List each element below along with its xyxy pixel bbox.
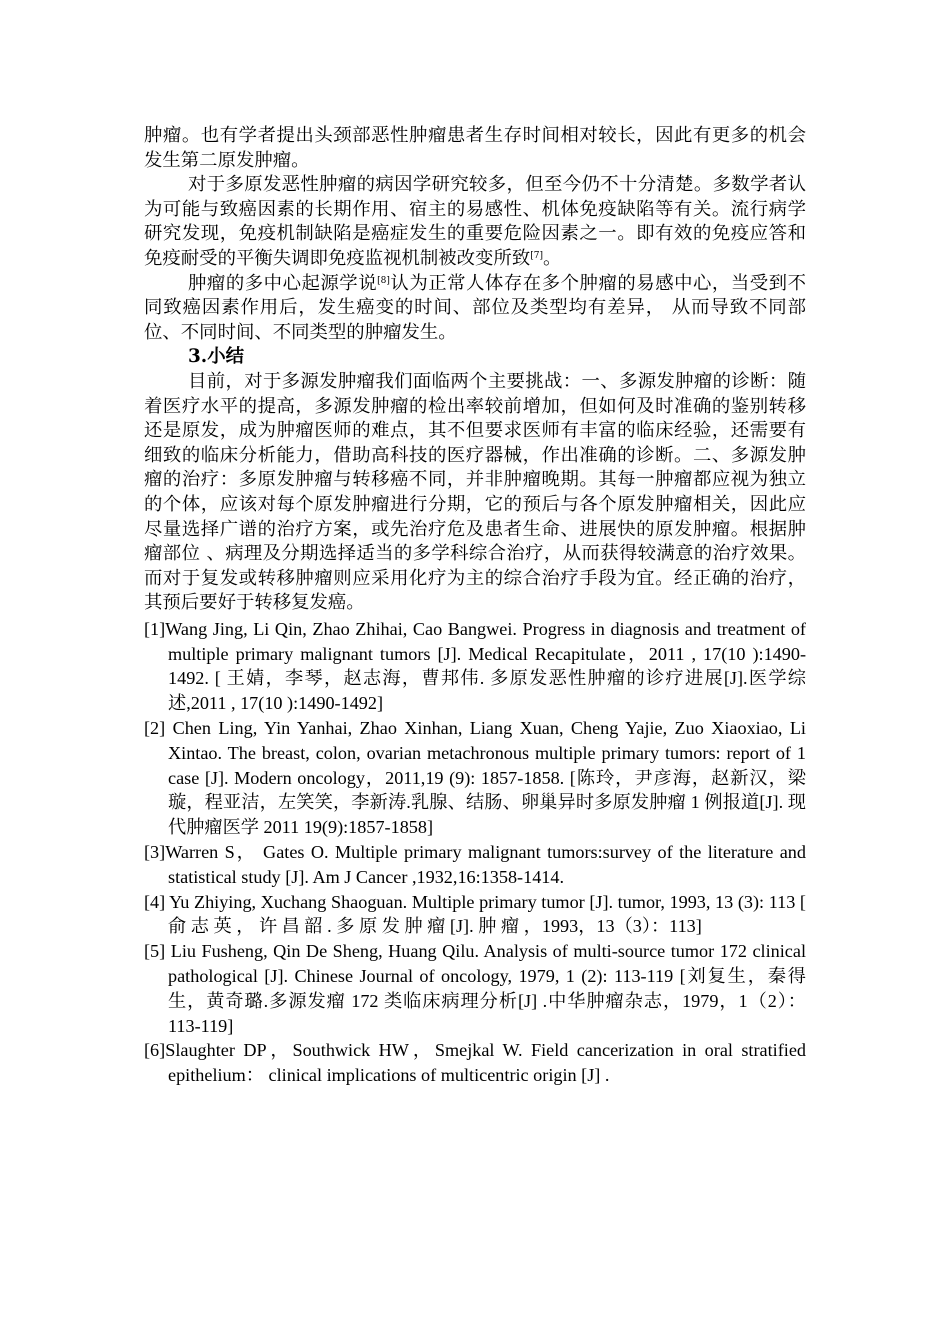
- reference-item-4: [4] Yu Zhiying, Xuchang Shaoguan. Multiple primary tumor [J]. tumor, 1993, 13 (3): 113 [ 俞 志 英 ， 许 昌 韶 . 多 原 发 肿 瘤 [J]. 肿 瘤 ，1993，13（3）：113]: [144, 891, 806, 937]
- reference-item-2: [2] Chen Ling, Yin Yanhai, Zhao Xinhan, Liang Xuan, Cheng Yajie, Zuo Xiaoxiao, Li Xintao. The breast, colon, ovarian metachronous multiple primary tumors: report of 1 case [J]. Modern oncology，2011,19 (9): 1857-1858. [陈玲，尹彦海，赵新汉，梁璇，程亚洁，左笑笑，李新涛.乳腺、结肠、卵巢异时多原发肿瘤 1 例报道[J]. 现代肿瘤医学 2011 19(9):1857-1858]: [144, 718, 806, 838]
- reference-item-5: [5] Liu Fusheng, Qin De Sheng, Huang Qilu. Analysis of multi-source tumor 172 clinical pathological [J]. Chinese Journal of oncology, 1979, 1 (2): 113-119 [刘复生，秦得生，黄奇璐.多源发瘤 172 类临床病理分析[J] .中华肿瘤杂志，1979，1（2）：113-119]: [144, 941, 806, 1036]
- section-heading: 3.小结: [188, 346, 244, 368]
- citation-8: [8]: [377, 275, 390, 286]
- paragraph-3-start: 肿瘤的多中心起源学说: [188, 272, 378, 294]
- paragraph-3: [144, 272, 806, 346]
- citation-7: [7]: [530, 250, 543, 261]
- reference-list: [144, 617, 806, 1088]
- paragraph-2: [144, 173, 806, 271]
- paragraph-2-text: 对于多原发恶性肿瘤的病因学研究较多，但至今仍不十分清楚。多数学者认为可能与致癌因素的长期作用、宿主的易感性、机体免疫缺陷等有关。流行病学研究发现，免疫机制缺陷是癌症发生的重要危险因素之一。即有效的免疫应答和免疫耐受的平衡失调即免疫监视机制被改变所致: [144, 174, 806, 269]
- paragraph-4: 目前，对于多源发肿瘤我们面临两个主要挑战：一、多源发肿瘤的诊断：随着医疗水平的提高，多源发肿瘤的检出率较前增加，但如何及时准确的鉴别转移还是原发，成为肿瘤医师的难点，其不但要求医师有丰富的临床经验，还需要有细致的临床分析能力，借助高科技的医疗器械，作出准确的诊断。二、多源发肿瘤的治疗：多原发肿瘤与转移癌不同，并非肿瘤晚期。其每一肿瘤都应视为独立的个体，应该对每个原发肿瘤进行分期，它的预后与各个原发肿瘤相关，因此应尽量选择广谱的治疗方案，或先治疗危及患者生命、进展快的原发肿瘤。根据肿瘤部位 、病理及分期选择适当的多学科综合治疗，从而获得较满意的治疗效果。而对于复发或转移肿瘤则应采用化疗为主的综合治疗手段为宜。经正确的治疗，其预后要好于转移复发癌。: [144, 370, 806, 614]
- reference-item-6: [6]Slaughter DP，Southwick HW，Smejkal W. Field cancerization in oral stratified epithelium： clinical implications of multicentric origin [J] .: [144, 1040, 806, 1086]
- paragraph-3-text: 认为正常人体存在多个肿瘤的易感中心，当受到不同致癌因素作用后，发生癌变的时间、部位及类型均有差异， 从而导致不同部位、不同时间、不同类型的肿瘤发生。: [144, 272, 806, 343]
- reference-item-1: [1]Wang Jing, Li Qin, Zhao Zhihai, Cao Bangwei. Progress in diagnosis and treatment of multiple primary malignant tumors [J]. Medical Recapitulate，2011 , 17(10 ):1490-1492. [ 王婧，李琴，赵志海，曹邦伟. 多原发恶性肿瘤的诊疗进展[J].医学综述,2011 , 17(10 ):1490-1492]: [144, 618, 806, 714]
- paragraph-2-end: 。: [542, 247, 562, 269]
- reference-item-3: [3]Warren S， Gates O. Multiple primary malignant tumors:survey of the literature and statistical study [J]. Am J Cancer ,1932,16:1358-1414.: [144, 842, 806, 887]
- paragraph-1: 肿瘤。也有学者提出头颈部恶性肿瘤患者生存时间相对较长，因此有更多的机会发生第二原发肿瘤。: [144, 125, 806, 171]
- document-page: [144, 124, 806, 1088]
